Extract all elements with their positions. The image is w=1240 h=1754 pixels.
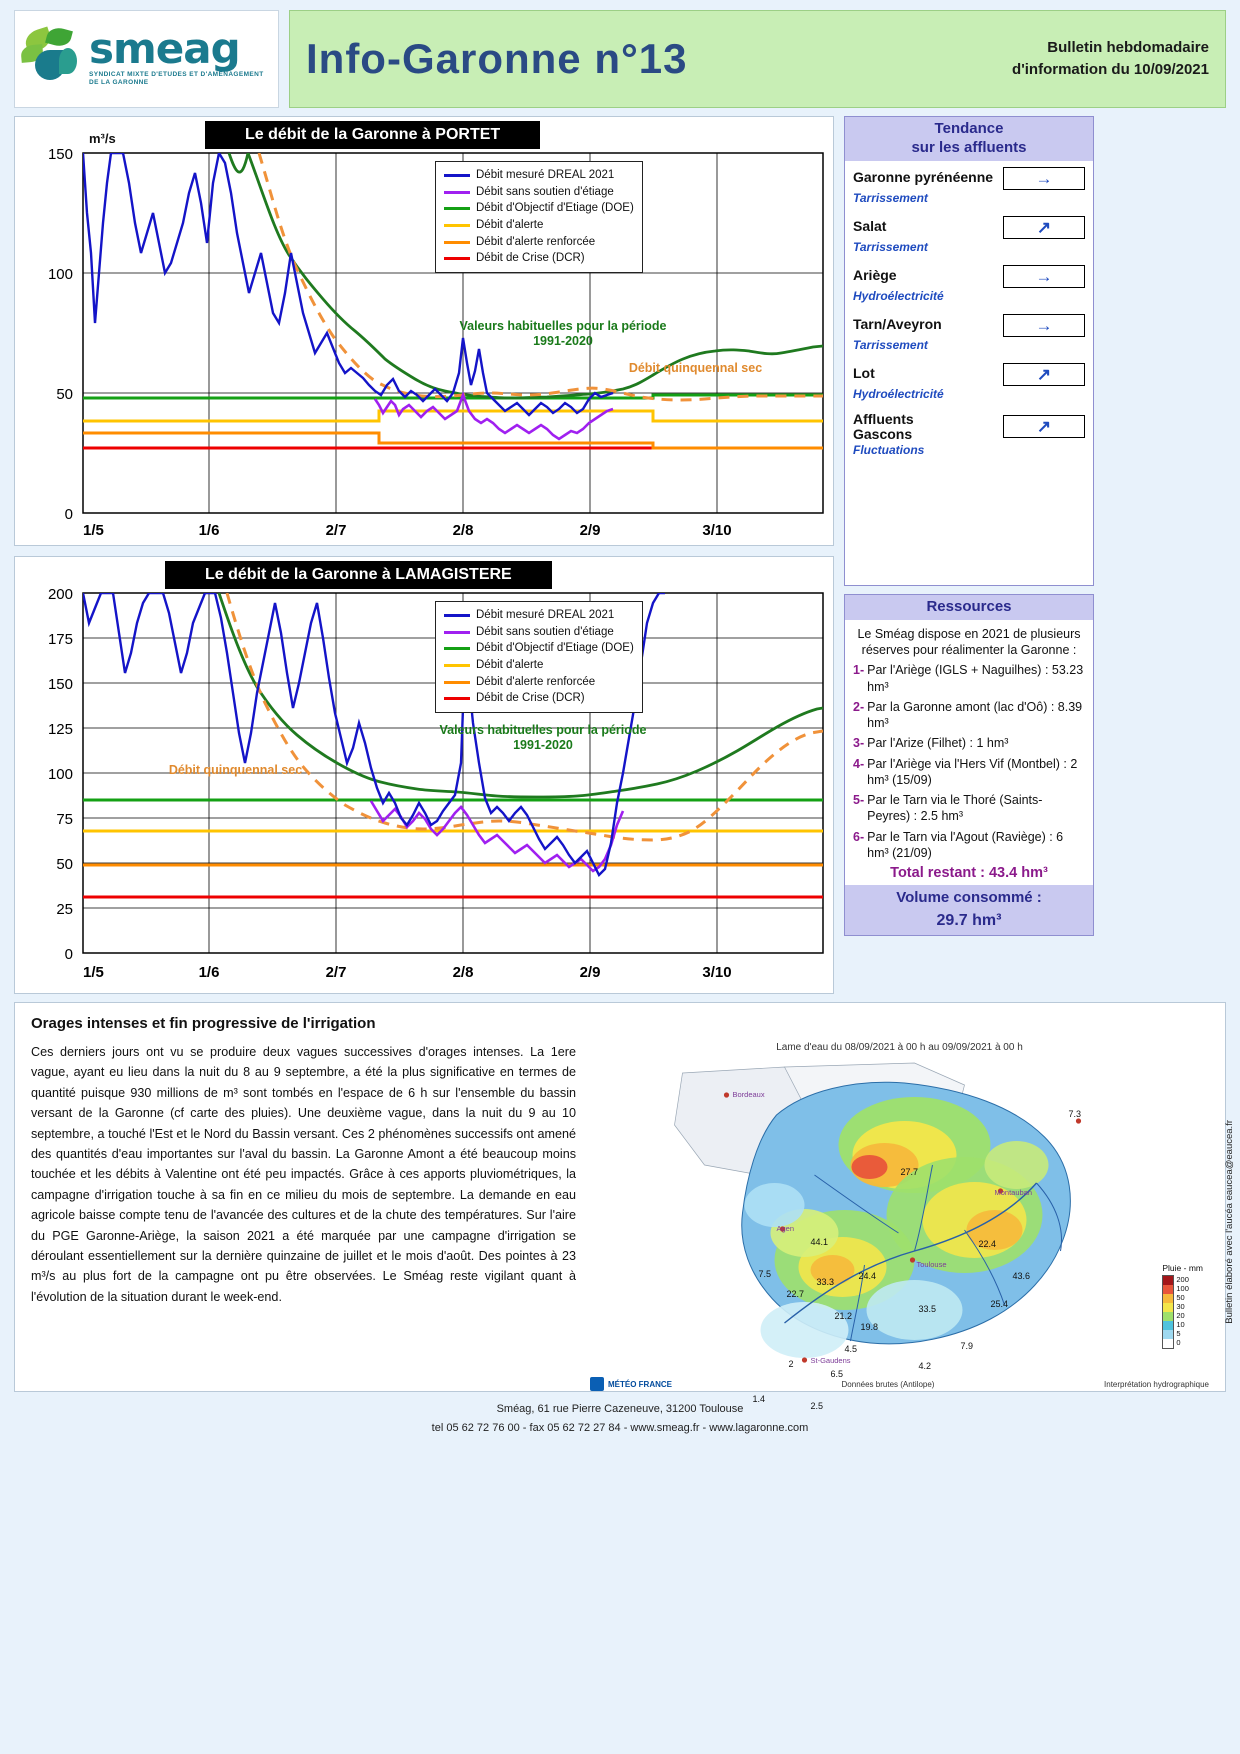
chart-portet-legend bbox=[435, 161, 643, 273]
svg-text:7.9: 7.9 bbox=[960, 1341, 974, 1351]
chart-portet-annotation-quinquennal: Débit quinquennal sec bbox=[628, 361, 763, 375]
svg-text:St-Gaudens: St-Gaudens bbox=[810, 1356, 851, 1365]
ressource-item: 5- Par le Tarn via le Thoré (Saints-Peyres) : 2.5 hm³ bbox=[853, 792, 1085, 825]
trend-row-garonne-pyreneenne bbox=[853, 167, 1085, 205]
ressource-item: 1- Par l'Ariège (IGLS + Naguilhes) : 53.23 hm³ bbox=[853, 663, 1084, 694]
legend-item-label: Débit d'alerte renforcée bbox=[476, 675, 596, 688]
svg-text:44.1: 44.1 bbox=[810, 1237, 829, 1247]
chart-portet bbox=[14, 116, 834, 546]
logo-wordmark: smeag bbox=[89, 23, 240, 73]
ressource-text: Par l'Arize (Filhet) : 1 hm³ bbox=[867, 736, 1009, 751]
legend-item-label: Débit d'Objectif d'Etiage (DOE) bbox=[476, 642, 634, 655]
main-content bbox=[14, 116, 1226, 994]
svg-text:3/10: 3/10 bbox=[702, 522, 732, 539]
svg-text:27.7: 27.7 bbox=[900, 1167, 919, 1177]
svg-text:175: 175 bbox=[47, 631, 73, 648]
svg-text:1/6: 1/6 bbox=[198, 522, 220, 539]
page-footer bbox=[14, 1400, 1226, 1437]
ressource-item: 6- Par le Tarn via l'Agout (Raviège) : 6 hm³ (21/09) bbox=[853, 829, 1085, 862]
trend-row-tarn-aveyron bbox=[853, 314, 1085, 352]
side-credit-note: Bulletin élaboré avec l'aucéa eaucea@eaucea.fr bbox=[1224, 1120, 1235, 1324]
chart-lamagistere-plot bbox=[23, 563, 827, 987]
svg-text:125: 125 bbox=[47, 721, 73, 738]
article-body: Ces derniers jours ont vu se produire deux vagues successives d'orages intenses. La 1ere vague, ayant eu lieu dans la nuit du 8 au 9 septembre, a été la plus significative en termes de quantité puisque 930 millions de m³ sont tombés en l'espace de 6 h sur l'ensemble du bassin versant de la Garonne (cf carte des pluies). Une deuxième vague, dans la nuit du 9 au 10 septembre, a touché l'Est et le Nord du Bassin versant. Ces 2 phénomènes successifs ont amené des quantités d'eau importantes sur l'aval du bassin. La Garonne Amont a été beaucoup moins touchée et les débits à Valentine ont été peu impactés. Grâce à ces apports pluviométriques, la campagne d'irrigation touche à sa fin en ce milieu du mois de septembre. La demande en eau agricole baisse compte tenu de l'avancée des cultures et de la chute des températures. Sur l'aire du PGE Garonne-Ariège, la saison 2021 a été marquée par une campagne d'irrigation se déroulant essentiellement sur la dernière quinzaine de juillet et le mois d'août. Des pointes à 23 m³/s au plus fort de la campagne ont pu être observées. Le Sméag reste vigilant quant à l'évolution de la situation durant le week-end. bbox=[31, 1045, 576, 1304]
ressources-intro: Le Sméag dispose en 2021 de plusieurs réserves pour réalimenter la Garonne : bbox=[857, 626, 1081, 657]
article-title: Orages intenses et fin progressive de l'irrigation bbox=[31, 1015, 376, 1032]
svg-text:Bordeaux: Bordeaux bbox=[732, 1090, 765, 1099]
svg-text:33.5: 33.5 bbox=[918, 1304, 937, 1314]
svg-text:6.5: 6.5 bbox=[830, 1369, 844, 1379]
svg-text:22.4: 22.4 bbox=[978, 1239, 997, 1249]
chart-lamagistere bbox=[14, 556, 834, 994]
svg-text:2/7: 2/7 bbox=[325, 522, 347, 539]
logo-subtitle: SYNDICAT MIXTE D'ETUDES ET D'AMENAGEMENT DE LA GARONNE bbox=[89, 70, 264, 87]
smeag-logo bbox=[14, 10, 279, 108]
rainfall-map-panel bbox=[590, 1042, 1209, 1411]
map-legend-value: 30 bbox=[1176, 1302, 1185, 1311]
svg-text:7.5: 7.5 bbox=[758, 1269, 772, 1279]
trend-name: Tarn/Aveyron bbox=[853, 316, 942, 333]
trend-state: Fluctuations bbox=[853, 443, 925, 458]
trend-state: Tarrissement bbox=[853, 337, 928, 352]
svg-text:25.4: 25.4 bbox=[990, 1299, 1009, 1309]
footer-contact: tel 05 62 72 76 00 - fax 05 62 72 27 84 - www.smeag.fr - www.lagaronne.com bbox=[431, 1421, 809, 1434]
svg-text:2: 2 bbox=[788, 1359, 794, 1369]
map-legend-value: 10 bbox=[1176, 1320, 1185, 1329]
trend-arrow-box bbox=[1003, 265, 1085, 288]
charts-column bbox=[14, 116, 834, 994]
map-legend-value: 50 bbox=[1176, 1293, 1185, 1302]
map-legend-value: 100 bbox=[1176, 1284, 1189, 1293]
legend-item-label: Débit d'alerte bbox=[476, 659, 544, 672]
map-legend-value: 20 bbox=[1176, 1311, 1185, 1320]
trend-row-lot bbox=[853, 363, 1085, 401]
trend-arrow-box bbox=[1003, 363, 1085, 386]
volume-consomme-value: 29.7 hm³ bbox=[845, 911, 1093, 935]
panel-ressources-title: Ressources bbox=[845, 595, 1093, 620]
trend-row-salat bbox=[853, 216, 1085, 254]
trend-arrow-box bbox=[1003, 415, 1085, 438]
chart-lamagistere-title: Le débit de la Garonne à LAMAGISTERE bbox=[165, 561, 552, 589]
legend-item-label: Débit mesuré DREAL 2021 bbox=[476, 169, 615, 181]
arrow-right-icon: → bbox=[1035, 168, 1053, 188]
svg-text:2/9: 2/9 bbox=[579, 522, 601, 539]
legend-item-label: Débit sans soutien d'étiage bbox=[476, 625, 614, 638]
trend-state: Tarrissement bbox=[853, 190, 928, 205]
chart-lamagistere-annotation-habituelles: Valeurs habituelles pour la période 1991-2020 bbox=[439, 723, 647, 752]
bulletin-subtitle-line2: d'information du 10/09/2021 bbox=[1012, 61, 1209, 78]
svg-text:50: 50 bbox=[56, 386, 73, 403]
svg-text:75: 75 bbox=[56, 811, 73, 828]
svg-text:Montauban: Montauban bbox=[994, 1188, 1033, 1197]
trend-name: Lot bbox=[853, 365, 875, 382]
volume-consomme-label: Volume consommé : bbox=[845, 885, 1093, 911]
svg-text:100: 100 bbox=[47, 766, 73, 783]
map-legend bbox=[1162, 1263, 1203, 1349]
meteo-france-logo bbox=[590, 1377, 672, 1391]
svg-text:0: 0 bbox=[64, 946, 73, 963]
sidebar-column bbox=[844, 116, 1094, 994]
svg-text:2.5: 2.5 bbox=[810, 1401, 824, 1411]
bulletin-subtitle-line1: Bulletin hebdomadaire bbox=[1047, 38, 1209, 56]
panel-tendance bbox=[844, 116, 1094, 586]
map-legend-value: 5 bbox=[1176, 1329, 1181, 1338]
ressource-item: 4- Par l'Ariège via l'Hers Vif (Montbel) : 2 hm³ (15/09) bbox=[853, 756, 1085, 789]
panel-ressources bbox=[844, 594, 1094, 936]
legend-item-label: Débit d'Objectif d'Etiage (DOE) bbox=[476, 202, 634, 215]
ressource-text: Par l'Ariège (IGLS + Naguilhes) : 53.23 hm³ bbox=[867, 663, 1084, 694]
legend-item-label: Débit de Crise (DCR) bbox=[476, 252, 585, 265]
svg-text:1.4: 1.4 bbox=[752, 1394, 766, 1404]
svg-text:1/5: 1/5 bbox=[83, 522, 104, 539]
trend-name: Garonne pyrénéenne bbox=[853, 169, 994, 186]
meteo-france-label: MÉTÉO FRANCE bbox=[608, 1379, 672, 1389]
legend-item-label: Débit sans soutien d'étiage bbox=[476, 185, 614, 198]
ressource-text: Par le Tarn via l'Agout (Raviège) : 6 hm³ (21/09) bbox=[867, 829, 1064, 860]
map-source-right: Interprétation hydrographique bbox=[1104, 1379, 1209, 1389]
svg-text:3/10: 3/10 bbox=[702, 964, 732, 981]
svg-text:22.7: 22.7 bbox=[786, 1289, 805, 1299]
ressource-item: 2- Par la Garonne amont (lac d'Oô) : 8.39 hm³ bbox=[853, 699, 1085, 732]
svg-text:1/6: 1/6 bbox=[198, 964, 220, 981]
chart-portet-plot bbox=[23, 123, 827, 541]
trend-arrow-box bbox=[1003, 314, 1085, 337]
chart-portet-title: Le débit de la Garonne à PORTET bbox=[205, 121, 540, 149]
chart-portet-ylabel: m³/s bbox=[89, 131, 116, 146]
arrow-right-icon: → bbox=[1035, 266, 1053, 286]
arrow-right-icon: → bbox=[1035, 315, 1053, 335]
svg-text:4.5: 4.5 bbox=[844, 1344, 858, 1354]
legend-item-label: Débit de Crise (DCR) bbox=[476, 692, 585, 705]
svg-text:24.4: 24.4 bbox=[858, 1271, 877, 1281]
map-legend-value: 200 bbox=[1176, 1275, 1189, 1284]
leaf-logo-icon bbox=[21, 28, 83, 90]
chart-portet-annotation-habituelles: Valeurs habituelles pour la période 1991-2020 bbox=[459, 319, 667, 348]
meteo-france-icon bbox=[590, 1377, 604, 1391]
trend-state: Hydroélectricité bbox=[853, 288, 944, 303]
svg-text:150: 150 bbox=[47, 146, 73, 163]
legend-item-label: Débit d'alerte bbox=[476, 219, 544, 232]
svg-text:1/5: 1/5 bbox=[83, 964, 104, 981]
trend-name: Salat bbox=[853, 218, 887, 235]
trend-state: Tarrissement bbox=[853, 239, 928, 254]
svg-text:50: 50 bbox=[56, 856, 73, 873]
map-caption: Lame d'eau du 08/09/2021 à 00 h au 09/09/2021 à 00 h bbox=[776, 1042, 1023, 1053]
panel-tendance-title: Tendance sur les affluents bbox=[845, 117, 1093, 161]
arrow-up-right-icon: ↗ bbox=[1036, 217, 1052, 237]
svg-text:2/7: 2/7 bbox=[325, 964, 347, 981]
svg-text:Agen: Agen bbox=[776, 1224, 795, 1233]
svg-text:200: 200 bbox=[47, 586, 73, 603]
trend-arrow-box bbox=[1003, 216, 1085, 239]
svg-text:21.2: 21.2 bbox=[834, 1311, 853, 1321]
svg-text:19.8: 19.8 bbox=[860, 1322, 879, 1332]
svg-text:100: 100 bbox=[47, 266, 73, 283]
svg-text:2/8: 2/8 bbox=[452, 522, 474, 539]
svg-text:0: 0 bbox=[64, 506, 73, 523]
trend-state: Hydroélectricité bbox=[853, 386, 944, 401]
footer-address: Sméag, 61 rue Pierre Cazeneuve, 31200 Toulouse bbox=[496, 1403, 744, 1415]
map-legend-value: 0 bbox=[1176, 1338, 1181, 1347]
legend-item-label: Débit d'alerte renforcée bbox=[476, 235, 596, 248]
svg-text:150: 150 bbox=[47, 676, 73, 693]
trend-row-affluents-gascons bbox=[853, 412, 1085, 458]
svg-text:2/8: 2/8 bbox=[452, 964, 474, 981]
svg-text:4.2: 4.2 bbox=[918, 1361, 932, 1371]
svg-text:Toulouse: Toulouse bbox=[916, 1260, 947, 1269]
svg-text:7.3: 7.3 bbox=[1068, 1109, 1082, 1119]
ressource-text: Par l'Ariège via l'Hers Vif (Montbel) : 2 hm³ (15/09) bbox=[867, 756, 1078, 787]
trend-name: Ariège bbox=[853, 267, 897, 284]
trend-row-ariege bbox=[853, 265, 1085, 303]
map-legend-title: Pluie - mm bbox=[1162, 1263, 1203, 1273]
svg-text:33.3: 33.3 bbox=[816, 1277, 835, 1287]
svg-text:25: 25 bbox=[56, 901, 73, 918]
arrow-up-right-icon: ↗ bbox=[1036, 364, 1052, 384]
bulletin-title-banner bbox=[289, 10, 1226, 108]
page-title: Info-Garonne n°13 bbox=[306, 35, 688, 82]
ressource-item: 3- Par l'Arize (Filhet) : 1 hm³ bbox=[853, 736, 1009, 751]
ressource-text: Par la Garonne amont (lac d'Oô) : 8.39 hm³ bbox=[867, 699, 1083, 730]
chart-lamagistere-legend bbox=[435, 601, 643, 713]
ressources-total: Total restant : 43.4 hm³ bbox=[890, 865, 1048, 881]
trend-name: Affluents Gascons bbox=[853, 410, 914, 442]
trend-arrow-box bbox=[1003, 167, 1085, 190]
map-source-left: Données brutes (Antilope) bbox=[841, 1379, 935, 1389]
ressource-text: Par le Tarn via le Thoré (Saints-Peyres) : 2.5 hm³ bbox=[867, 793, 1043, 824]
legend-item-label: Débit mesuré DREAL 2021 bbox=[476, 609, 615, 621]
arrow-up-right-icon: ↗ bbox=[1036, 417, 1052, 437]
page-header bbox=[14, 10, 1226, 108]
svg-text:2/9: 2/9 bbox=[579, 964, 601, 981]
chart-lamagistere-annotation-quinquennal: Débit quinquennal sec bbox=[168, 763, 303, 777]
svg-text:43.6: 43.6 bbox=[1012, 1271, 1031, 1281]
